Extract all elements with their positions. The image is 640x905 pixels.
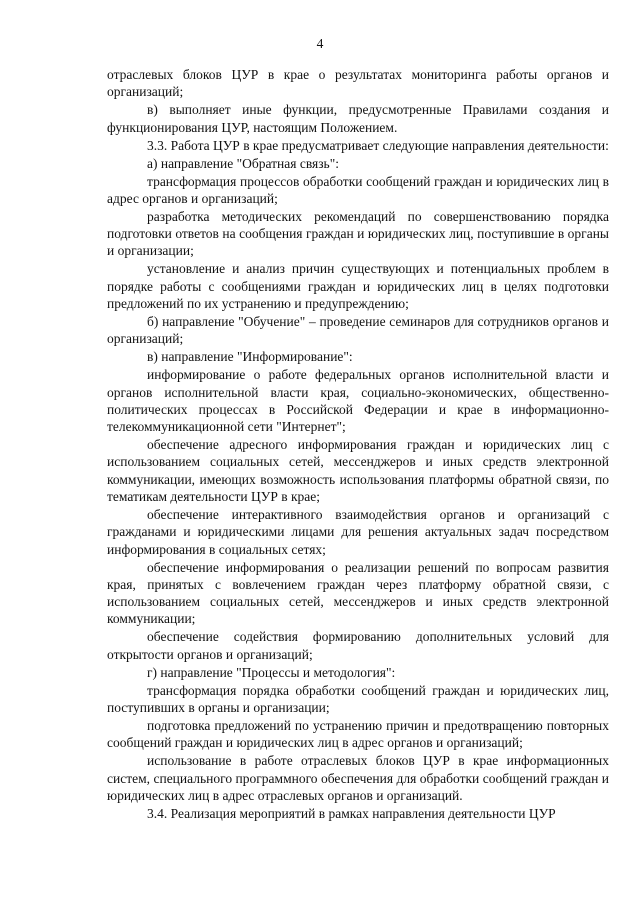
- paragraph: использование в работе отраслевых блоков ЦУР в крае информационных систем, специального программного обеспечения для обработки сообщений граждан и юридических лиц в адрес отраслевых органов и организаций.: [107, 753, 609, 803]
- paragraph: трансформация порядка обработки сообщений граждан и юридических лиц, поступивших в органы и организации;: [107, 682, 609, 715]
- paragraph: обеспечение информирования о реализации решений по вопросам развития края, принятых с вовлечением граждан через платформу обратной связи, с использованием социальных сетей, мессенджеров и иных средств электронной коммуникации;: [107, 559, 609, 627]
- paragraph: информирование о работе федеральных органов исполнительной власти и органов исполнительной власти края, социально-экономических, общественно-политических процессах в Российской Федерации и крае в информационно-телекоммуникационной сети "Интернет";: [107, 367, 609, 435]
- paragraph: в) выполняет иные функции, предусмотренные Правилами создания и функционирования ЦУР, настоящим Положением.: [107, 102, 609, 135]
- section-paragraph: 3.4. Реализация мероприятий в рамках направления деятельности ЦУР: [147, 805, 556, 821]
- subsection-heading: б) направление "Обучение" – проведение семинаров для сотрудников органов и организаций;: [107, 313, 609, 347]
- subsection-heading: а) направление "Обратная связь":: [147, 155, 339, 171]
- document-body: [107, 66, 609, 823]
- paragraph: отраслевых блоков ЦУР в крае о результатах мониторинга работы органов и организаций;: [107, 67, 609, 100]
- paragraph: обеспечение адресного информирования граждан и юридических лиц с использованием социальных сетей, мессенджеров и иных средств электронной коммуникации, имеющих возможность использования платформы обратной связи, по тематикам деятельности ЦУР в крае;: [107, 437, 609, 504]
- paragraph: обеспечение интерактивного взаимодействия органов и организаций с гражданами и юридическими лицами для решения актуальных задач посредством информирования в социальных сетях;: [107, 506, 609, 557]
- paragraph: трансформация процессов обработки сообщений граждан и юридических лиц в адрес органов и организаций;: [107, 173, 609, 206]
- paragraph: подготовка предложений по устранению причин и предотвращению повторных сообщений граждан и юридических лиц в адрес органов и организаций;: [107, 717, 609, 751]
- paragraph: установление и анализ причин существующих и потенциальных проблем в порядке работы с сообщениями граждан и юридических лиц в целях подготовки предложений по их устранению и предупреждению;: [107, 261, 609, 311]
- page-number: 4: [316, 36, 324, 51]
- paragraph: обеспечение содействия формированию дополнительных условий для открытости органов и организаций;: [107, 629, 609, 662]
- subsection-heading: г) направление "Процессы и методология":: [147, 664, 396, 680]
- section-paragraph: 3.3. Работа ЦУР в крае предусматривает следующие направления деятельности:: [147, 137, 609, 153]
- subsection-heading: в) направление "Информирование":: [147, 349, 353, 365]
- paragraph: разработка методических рекомендаций по совершенствованию порядка подготовки ответов на сообщения граждан и юридических лиц, поступившие в органы и организации;: [107, 208, 609, 259]
